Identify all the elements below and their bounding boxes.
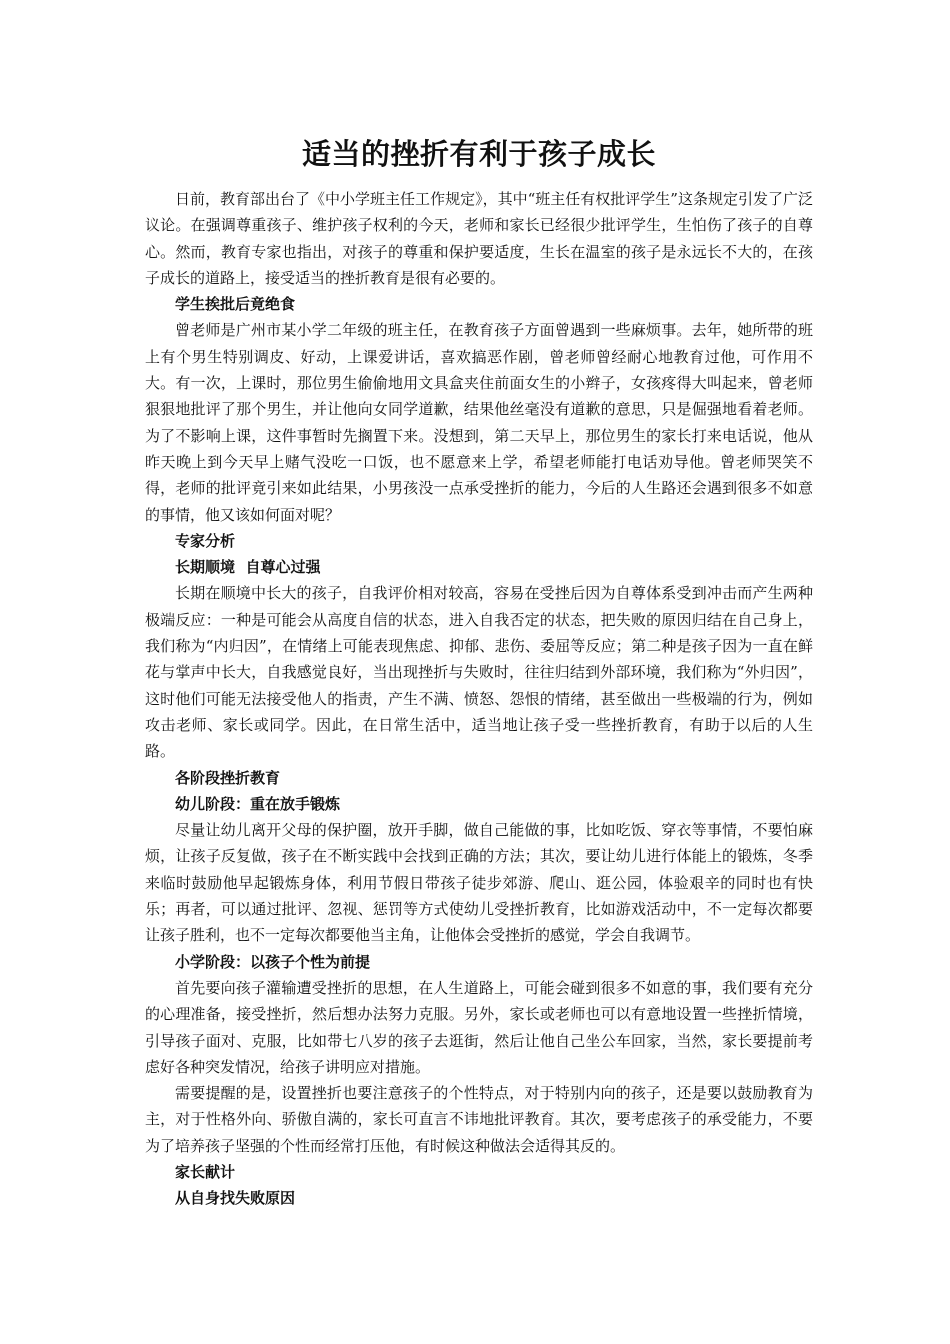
- primary-paragraph-1: 首先要向孩子灌输遭受挫折的思想，在人生道路上，可能会碰到很多不如意的事，我们要有充分的心理准备，接受挫折，然后想办法努力克服。另外，家长或老师也可以有意地设置一些挫折情境，引导孩子面对、克服，比如带七八岁的孩子去逛街，然后让他自己坐公车回家，当然，家长要提前考虑好各种突发情况，给孩子讲明应对措施。: [145, 978, 813, 1076]
- heading-find-cause: 从自身找失败原因: [175, 1189, 296, 1208]
- heading-student-hunger-strike: 学生挨批后竟绝食: [175, 295, 296, 314]
- analysis-paragraph: 长期在顺境中长大的孩子，自我评价相对较高，容易在受挫后因为自尊体系受到冲击而产生两种极端反应：一种是可能会从高度自信的状态，进入自我否定的状态，把失败的原因归结在自己身上，我们称为“内归因”，在情绪上可能表现焦虑、抑郁、悲伤、委屈等反应；第二种是孩子因为一直在鲜花与掌声中长大，自我感觉良好，当出现挫折与失败时，往往归结到外部环境，我们称为“外归因”，这时他们可能无法接受他人的指责，产生不满、愤怒、怨恨的情绪，甚至做出一些极端的行为，例如攻击老师、家长或同学。因此，在日常生活中，适当地让孩子受一些挫折教育，有助于以后的人生路。: [145, 584, 813, 761]
- document-page: [145, 120, 813, 1212]
- primary-paragraph-2: 需要提醒的是，设置挫折也要注意孩子的个性特点，对于特别内向的孩子，还是要以鼓励教育为主，对于性格外向、骄傲自满的，家长可直言不讳地批评教育。其次，要考虑孩子的承受能力，不要为了培养孩子坚强的个性而经常打压他，有时候这种做法会适得其反的。: [145, 1084, 813, 1155]
- heading-primary: 小学阶段：以孩子个性为前提: [175, 952, 371, 971]
- heading-expert-analysis: 专家分析: [175, 531, 236, 550]
- page-title: 适当的挫折有利于孩子成长: [301, 137, 656, 171]
- heading-parent-tips: 家长献计: [175, 1162, 236, 1181]
- story-paragraph: 曾老师是广州市某小学二年级的班主任，在教育孩子方面曾遇到一些麻烦事。去年，她所带的班上有个男生特别调皮、好动，上课爱讲话，喜欢搞恶作剧，曾老师曾经耐心地教育过他，可作用不大。有一次，上课时，那位男生偷偷地用文具盒夹住前面女生的小辫子，女孩疼得大叫起来，曾老师狠狠地批评了那个男生，并让他向女同学道歉，结果他丝毫没有道歉的意思，只是倔强地看着老师。为了不影响上课，这件事暂时先搁置下来。没想到，第二天早上，那位男生的家长打来电话说，他从昨天晚上到今天早上赌气没吃一口饭，也不愿意来上学，希望老师能打电话劝导他。曾老师哭笑不得，老师的批评竟引来如此结果，小男孩没一点承受挫折的能力，今后的人生路还会遇到很多不如意的事情，他又该如何面对呢？: [145, 321, 813, 524]
- heading-long-term-favorable: 长期顺境 自尊心过强: [175, 558, 321, 577]
- heading-stages: 各阶段挫折教育: [175, 768, 281, 787]
- preschool-paragraph: 尽量让幼儿离开父母的保护圈，放开手脚，做自己能做的事，比如吃饭、穿衣等事情，不要怕麻烦，让孩子反复做，孩子在不断实践中会找到正确的方法；其次，要让幼儿进行体能上的锻炼，冬季来临时鼓励他早起锻炼身体，利用节假日带孩子徒步郊游、爬山、逛公园，体验艰辛的同时也有快乐；再者，可以通过批评、忽视、惩罚等方式使幼儿受挫折教育，比如游戏活动中，不一定每次都要让孩子胜利，也不一定每次都要他当主角，让他体会受挫折的感觉，学会自我调节。: [145, 821, 813, 945]
- heading-preschool: 幼儿阶段：重在放手锻炼: [175, 794, 341, 813]
- intro-paragraph: 日前，教育部出台了《中小学班主任工作规定》，其中“班主任有权批评学生”这条规定引发了广泛议论。在强调尊重孩子、维护孩子权利的今天，老师和家长已经很少批评学生，生怕伤了孩子的自尊心。然而，教育专家也指出，对孩子的尊重和保护要适度，生长在温室的孩子是永远长不大的，在孩子成长的道路上，接受适当的挫折教育是很有必要的。: [145, 190, 813, 287]
